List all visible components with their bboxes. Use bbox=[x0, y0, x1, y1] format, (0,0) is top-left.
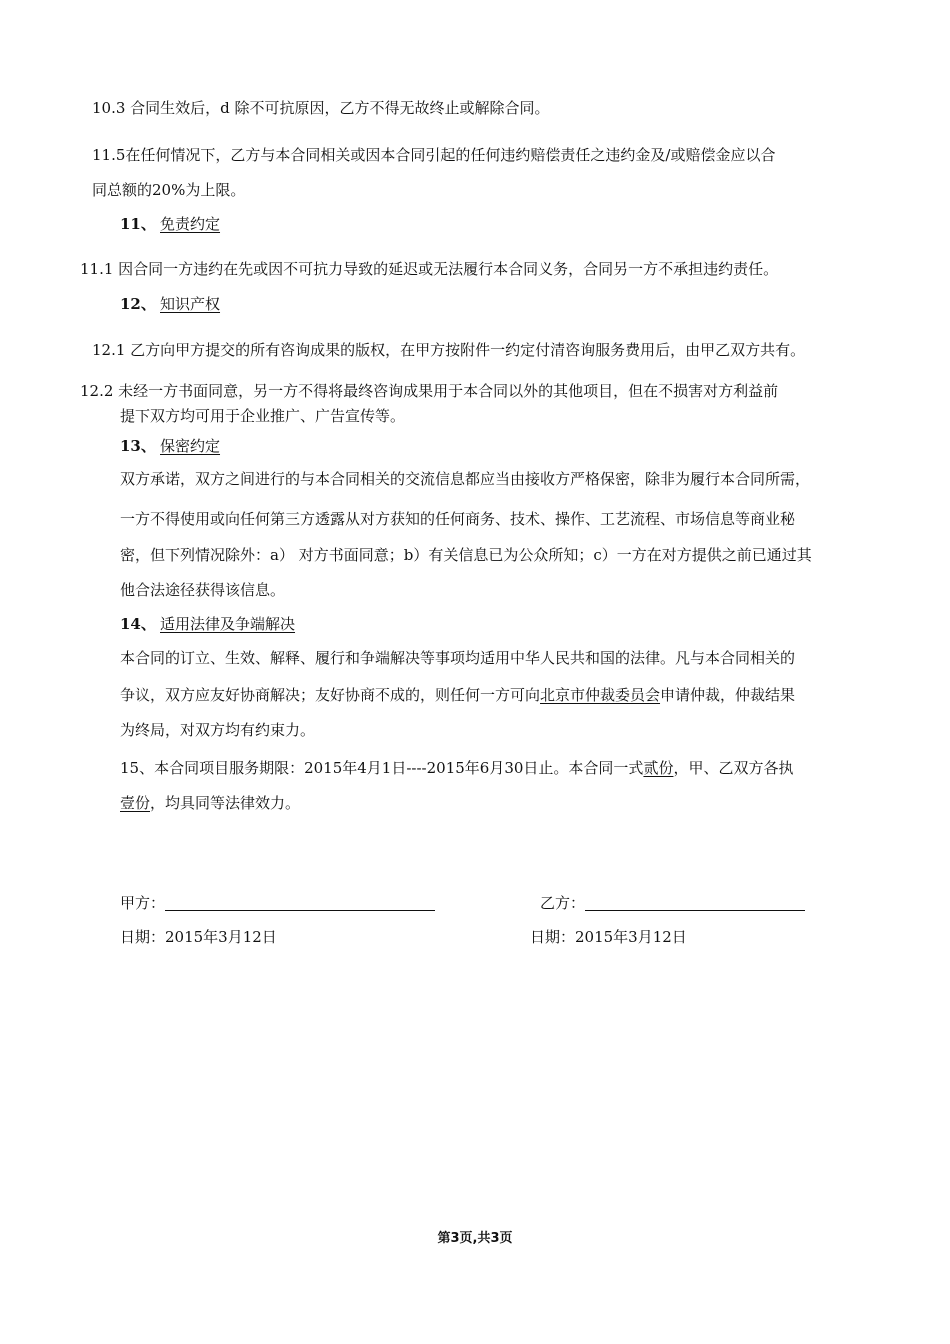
section-12-heading bbox=[120, 294, 220, 314]
section-13-number: 13、 bbox=[120, 437, 156, 455]
party-b-label: 乙方： bbox=[540, 894, 586, 912]
page-footer: 第3页,共3页 bbox=[437, 1231, 513, 1246]
party-a-signature-line bbox=[165, 894, 435, 911]
clause-13-line1: 双方承诺，双方之间进行的与本合同相关的交流信息都应当由接收方严格保密，除非为履行本合同所需， bbox=[120, 470, 811, 488]
clause-15-line2-text-b: ，均具同等法律效力。 bbox=[150, 794, 301, 812]
party-b-signature-line bbox=[585, 894, 805, 911]
clause-12-2-line1: 12.2 未经一方书面同意，另一方不得将最终咨询成果用于本合同以外的其他项目，但在不损害对方利益前 bbox=[80, 382, 779, 400]
arbitration-commission: 北京市仲裁委员会 bbox=[540, 686, 661, 704]
party-b-signature bbox=[540, 893, 805, 913]
clause-15-line1-text-a: 15、本合同项目服务期限：2015年4月1日----2015年6月30日止。本合同一式 bbox=[120, 759, 644, 777]
clause-12-1: 12.1 乙方向甲方提交的所有咨询成果的版权，在甲方按附件一约定付清咨询服务费用后，由甲乙双方共有。 bbox=[92, 341, 806, 359]
section-14-number: 14、 bbox=[120, 615, 156, 633]
section-11-heading bbox=[120, 214, 220, 234]
clause-15-line2 bbox=[120, 793, 300, 813]
clause-14-line2-text-a: 争议，双方应友好协商解决；友好协商不成的，则任何一方可向 bbox=[120, 686, 541, 704]
clause-13-line3: 密，但下列情况除外：a） 对方书面同意；b）有关信息已为公众所知；c）一方在对方提供之前已通过其 bbox=[120, 546, 812, 564]
clause-13-line4: 他合法途径获得该信息。 bbox=[120, 581, 286, 599]
section-12-title: 知识产权 bbox=[160, 295, 221, 313]
party-a-signature bbox=[120, 893, 435, 913]
clause-11-1: 11.1 因合同一方违约在先或因不可抗力导致的延迟或无法履行本合同义务，合同另一方不承担违约责任。 bbox=[80, 260, 779, 278]
clause-14-line1: 本合同的订立、生效、解释、履行和争端解决等事项均适用中华人民共和国的法律。凡与本合同相关的 bbox=[120, 649, 796, 667]
clause-14-line2-text-c: 申请仲裁，仲裁结果 bbox=[660, 686, 796, 704]
section-13-heading bbox=[120, 436, 220, 456]
clause-12-2-line2: 提下双方均可用于企业推广、广告宣传等。 bbox=[120, 407, 406, 425]
clause-11-5-line2: 同总额的20%为上限。 bbox=[92, 181, 246, 199]
party-a-label: 甲方： bbox=[120, 894, 166, 912]
clause-13-line2: 一方不得使用或向任何第三方透露从对方获知的任何商务、技术、操作、工艺流程、市场信息等商业秘 bbox=[120, 510, 796, 528]
section-12-number: 12、 bbox=[120, 295, 156, 313]
section-14-heading bbox=[120, 614, 295, 634]
section-14-title: 适用法律及争端解决 bbox=[160, 615, 296, 633]
clause-14-line2 bbox=[120, 685, 795, 705]
section-11-title: 免责约定 bbox=[160, 215, 221, 233]
copies-each: 壹份 bbox=[120, 794, 151, 812]
section-11-number: 11、 bbox=[120, 215, 156, 233]
clause-14-line3: 为终局，对双方均有约束力。 bbox=[120, 721, 316, 739]
clause-10-3: 10.3 合同生效后，d 除不可抗原因，乙方不得无故终止或解除合同。 bbox=[92, 99, 550, 117]
clause-15-line1 bbox=[120, 758, 793, 778]
clause-11-5-line1: 11.5在任何情况下，乙方与本合同相关或因本合同引起的任何违约赔偿责任之违约金及/或赔偿金应以合 bbox=[92, 146, 776, 164]
clause-15-line1-text-c: ，甲、乙双方各执 bbox=[673, 759, 794, 777]
party-a-date: 日期：2015年3月12日 bbox=[120, 928, 277, 946]
party-b-date: 日期：2015年3月12日 bbox=[530, 928, 687, 946]
section-13-title: 保密约定 bbox=[160, 437, 221, 455]
copies-count: 贰份 bbox=[643, 759, 674, 777]
